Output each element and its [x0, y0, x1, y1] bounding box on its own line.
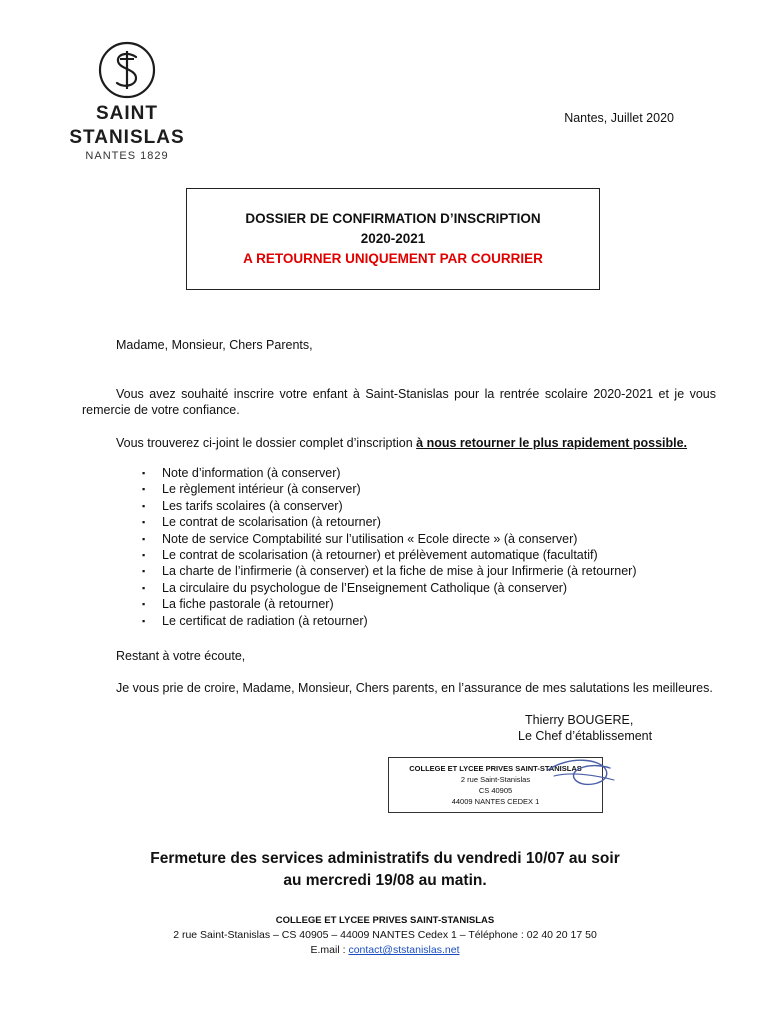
documents-list: [142, 465, 637, 629]
document-list-item: [142, 481, 637, 497]
signature-role: Le Chef d’établissement: [518, 729, 653, 743]
footer-address: 2 rue Saint-Stanislas – CS 40905 – 44009 NANTES Cedex 1 – Téléphone : 02 40 20 17 50: [173, 929, 597, 941]
signature-scribble-icon: [540, 748, 620, 798]
document-list-item: [142, 547, 637, 563]
title-line-1: DOSSIER DE CONFIRMATION D’INSCRIPTION: [245, 211, 541, 226]
logo-line-1: SAINT: [96, 103, 158, 124]
document-list-item: [142, 465, 637, 481]
stamp-line-1: COLLEGE ET LYCEE PRIVES SAINT-STANISLAS: [409, 764, 582, 773]
bullet-icon: ▪: [142, 517, 146, 528]
letter-date: Nantes, Juillet 2020: [564, 111, 674, 125]
document-list-item-text: La circulaire du psychologue de l’Enseignement Catholique (à conserver): [162, 580, 568, 595]
closure-notice-line-1: Fermeture des services administratifs du vendredi 10/07 au soir: [150, 850, 620, 867]
document-list-item: [142, 563, 637, 579]
bullet-icon: ▪: [142, 582, 146, 593]
document-list-item-text: La fiche pastorale (à retourner): [162, 597, 334, 612]
title-box: [186, 188, 600, 290]
closure-notice-line-2: au mercredi 19/08 au matin.: [283, 872, 487, 889]
title-line-2: 2020-2021: [360, 231, 426, 246]
stamp-line-3: CS 40905: [478, 786, 513, 795]
document-list-item: [142, 531, 637, 547]
footer: [100, 913, 670, 958]
closing-2: Je vous prie de croire, Madame, Monsieur, Chers parents, en l’assurance de mes salutations les meilleures.: [116, 681, 713, 695]
document-list-item-text: La charte de l’infirmerie (à conserver) et la fiche de mise à jour Infirmerie (à retourner): [162, 564, 637, 579]
title-line-3: A RETOURNER UNIQUEMENT PAR COURRIER: [243, 251, 543, 266]
document-list-item-text: Le contrat de scolarisation (à retourner) et prélèvement automatique (facultatif): [162, 548, 598, 563]
logo-line-3: NANTES 1829: [85, 150, 169, 162]
document-list-item-text: Les tarifs scolaires (à conserver): [162, 498, 343, 513]
footer-email-line: [100, 943, 670, 958]
school-logo: [68, 40, 186, 162]
document-list-item: [142, 514, 637, 530]
footer-org: COLLEGE ET LYCEE PRIVES SAINT-STANISLAS: [275, 915, 495, 926]
footer-email-link[interactable]: contact@ststanislas.net: [348, 944, 460, 956]
document-list-item-text: Note d’information (à conserver): [162, 466, 341, 480]
document-list-item-text: Le règlement intérieur (à conserver): [162, 482, 361, 497]
stamp-line-4: 44009 NANTES CEDEX 1: [451, 797, 540, 806]
bullet-icon: ▪: [142, 500, 146, 511]
document-list-item: [142, 596, 637, 612]
document-list-item-text: Note de service Comptabilité sur l’utilisation « Ecole directe » (à conserver): [162, 531, 578, 546]
footer-email-label: E.mail :: [310, 944, 349, 956]
bullet-icon: ▪: [142, 550, 146, 561]
bullet-icon: ▪: [142, 599, 146, 610]
school-monogram-icon: [97, 40, 157, 100]
bullet-icon: ▪: [142, 615, 146, 626]
paragraph-2-emphasis: à nous retourner le plus rapidement possible.: [416, 436, 688, 450]
stamp-line-2: 2 rue Saint-Stanislas: [460, 775, 531, 784]
logo-line-2: STANISLAS: [69, 127, 185, 148]
bullet-icon: ▪: [142, 566, 146, 577]
document-list-item: [142, 498, 637, 514]
paragraph-2: [82, 435, 716, 451]
paragraph-1: Vous avez souhaité inscrire votre enfant à Saint-Stanislas pour la rentrée scolaire 2020-2021 et je vous remercie de votre confiance.: [82, 387, 716, 417]
bullet-icon: ▪: [142, 468, 146, 478]
document-list-item: [142, 580, 637, 596]
document-list-item-text: Le certificat de radiation (à retourner): [162, 613, 368, 628]
paragraph-2-text: Vous trouverez ci-joint le dossier complet d’inscription: [116, 436, 417, 450]
document-list-item: [142, 613, 637, 629]
bullet-icon: ▪: [142, 484, 146, 495]
bullet-icon: ▪: [142, 533, 146, 544]
greeting: Madame, Monsieur, Chers Parents,: [116, 338, 313, 352]
document-list-item-text: Le contrat de scolarisation (à retourner): [162, 515, 381, 530]
signature-name: Thierry BOUGERE,: [525, 713, 634, 727]
closing-1: Restant à votre écoute,: [116, 649, 246, 663]
